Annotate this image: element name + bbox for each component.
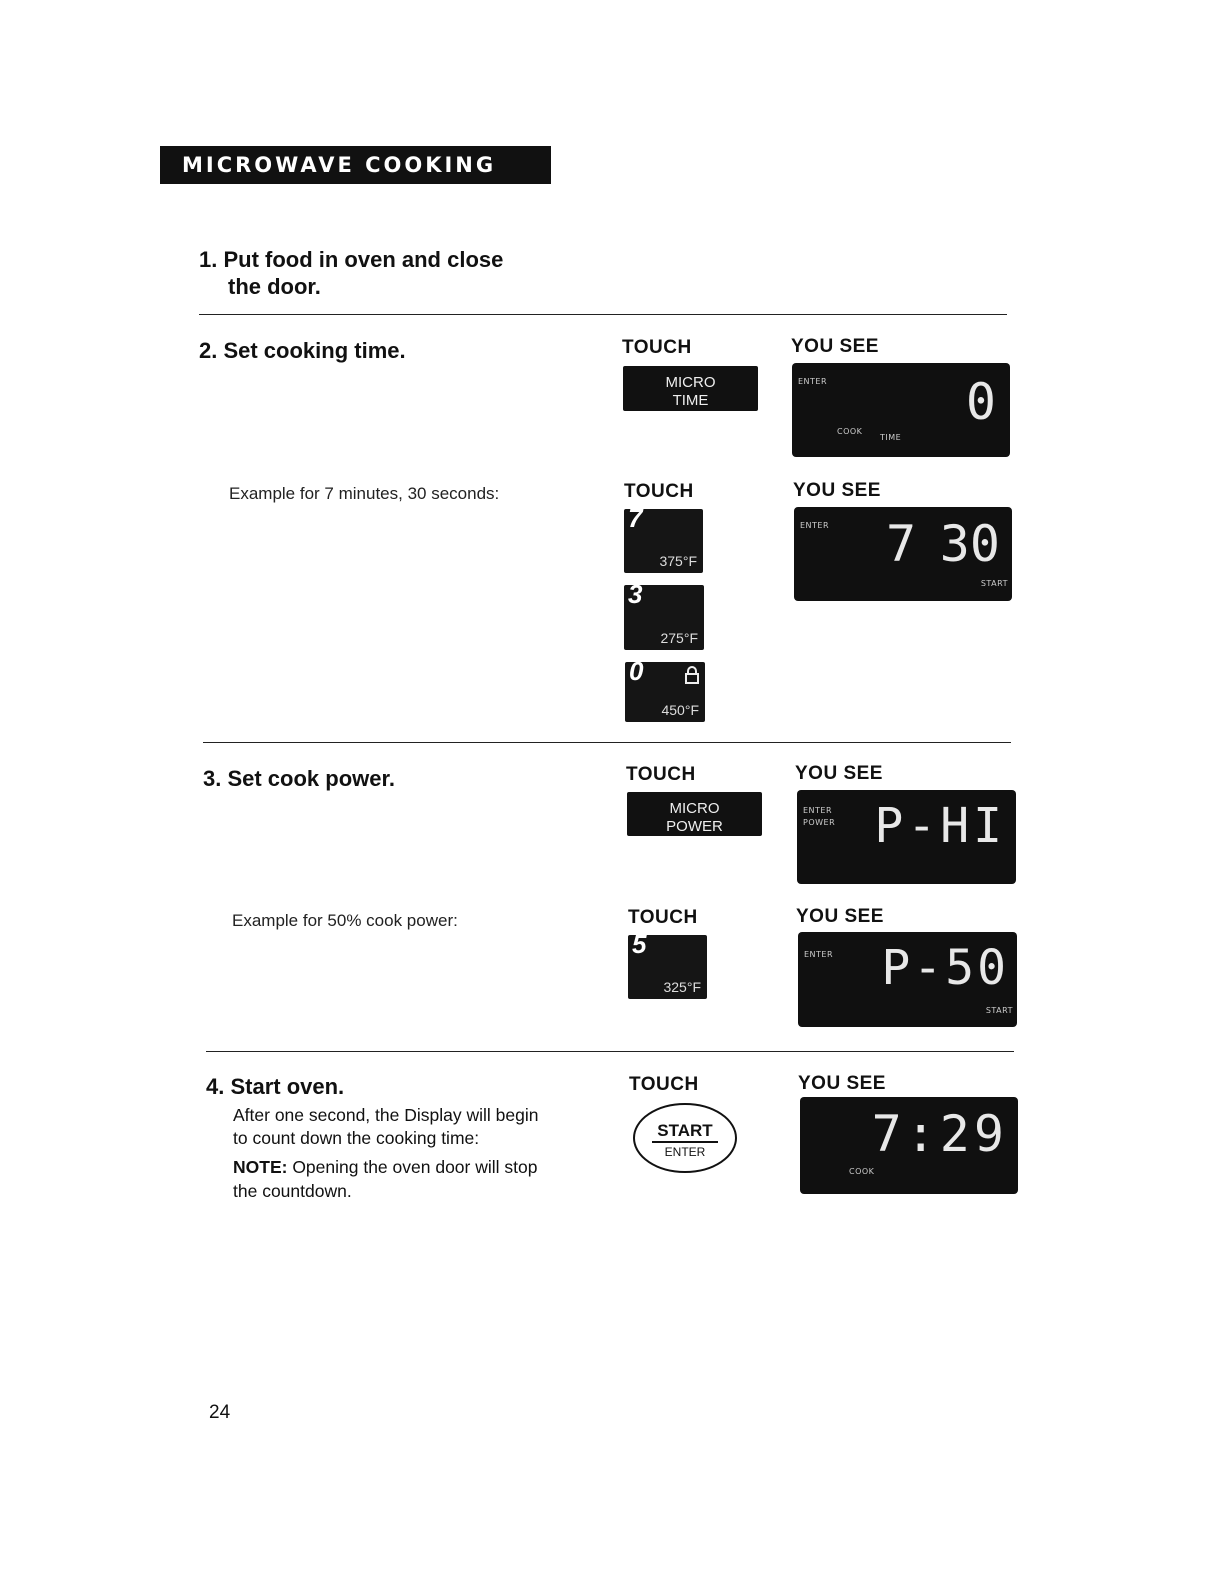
enter-indicator: ENTER: [803, 806, 833, 815]
micro-time-key-line2: TIME: [672, 392, 709, 409]
micro-time-key-line1: MICRO: [665, 374, 716, 391]
display-digits: 0: [965, 373, 996, 431]
step3-example: Example for 50% cook power:: [232, 911, 458, 930]
start-indicator: START: [985, 1006, 1013, 1015]
number-key-3[interactable]: [624, 579, 704, 650]
key-digit: 3: [628, 579, 643, 609]
divider: [206, 1051, 1014, 1052]
display-countdown: [800, 1097, 1018, 1194]
you-see-label: YOU SEE: [793, 480, 881, 501]
key-digit: 0: [629, 656, 644, 686]
step3-title: 3. Set cook power.: [203, 766, 395, 791]
divider: [199, 314, 1007, 315]
step4-note-line2: the countdown.: [233, 1181, 352, 1201]
note-label: NOTE:: [233, 1157, 288, 1177]
key-digit: 7: [628, 503, 643, 533]
you-see-label: YOU SEE: [791, 336, 879, 357]
micro-time-key[interactable]: [623, 366, 758, 411]
number-key-0[interactable]: [625, 656, 705, 722]
cook-indicator: COOK: [837, 427, 863, 436]
you-see-label: YOU SEE: [796, 906, 884, 927]
step4-title: 4. Start oven.: [206, 1074, 345, 1099]
step1-title-line1: 1. Put food in oven and close: [199, 247, 504, 272]
step4-text-line2: to count down the cooking time:: [233, 1128, 480, 1148]
display-time-730: [794, 507, 1012, 601]
enter-indicator: ENTER: [800, 521, 830, 530]
step2-example: Example for 7 minutes, 30 seconds:: [229, 484, 500, 503]
start-indicator: START: [980, 579, 1008, 588]
micro-power-key[interactable]: [627, 792, 762, 836]
step4-note: [233, 1156, 537, 1178]
touch-label: TOUCH: [626, 764, 696, 785]
time-indicator: TIME: [880, 433, 902, 442]
step4-text-line1: After one second, the Display will begin: [233, 1105, 539, 1125]
start-button[interactable]: [632, 1102, 738, 1174]
you-see-label: YOU SEE: [795, 763, 883, 784]
key-temp: 325°F: [663, 979, 701, 995]
enter-indicator: ENTER: [804, 950, 834, 959]
step2-title: 2. Set cooking time.: [199, 338, 406, 363]
number-key-7[interactable]: [624, 503, 703, 573]
display-time-zero: [792, 363, 1010, 457]
display-minutes: 7: [886, 515, 917, 573]
display-power-50: [798, 932, 1017, 1027]
you-see-label: YOU SEE: [798, 1073, 886, 1094]
display-digits: P-50: [881, 940, 1009, 996]
step1-title-line2: the door.: [228, 274, 321, 299]
note-text: Opening the oven door will stop: [287, 1157, 538, 1177]
micro-power-key-line2: POWER: [666, 818, 723, 835]
number-key-5[interactable]: [628, 929, 707, 999]
display-seconds: 30: [939, 515, 1000, 573]
key-digit: 5: [632, 929, 647, 959]
key-temp: 275°F: [660, 630, 698, 646]
cook-indicator: COOK: [849, 1167, 875, 1176]
touch-label: TOUCH: [628, 907, 698, 928]
touch-label: TOUCH: [622, 337, 692, 358]
enter-indicator: ENTER: [798, 377, 828, 386]
touch-label: TOUCH: [624, 481, 694, 502]
section-header: MICROWAVE COOKING: [160, 146, 551, 184]
display-digits: P-HI: [874, 798, 1006, 854]
micro-power-key-line1: MICRO: [669, 800, 720, 817]
display-digits: 7:29: [871, 1105, 1008, 1163]
divider: [203, 742, 1011, 743]
key-temp: 375°F: [659, 553, 697, 569]
enter-label: ENTER: [664, 1145, 706, 1159]
start-label: START: [657, 1121, 713, 1140]
display-power-hi: [797, 790, 1016, 884]
touch-label: TOUCH: [629, 1074, 699, 1095]
key-temp: 450°F: [661, 702, 699, 718]
lock-icon: [685, 666, 699, 684]
page-number: 24: [209, 1402, 231, 1423]
power-indicator: POWER: [803, 818, 836, 827]
